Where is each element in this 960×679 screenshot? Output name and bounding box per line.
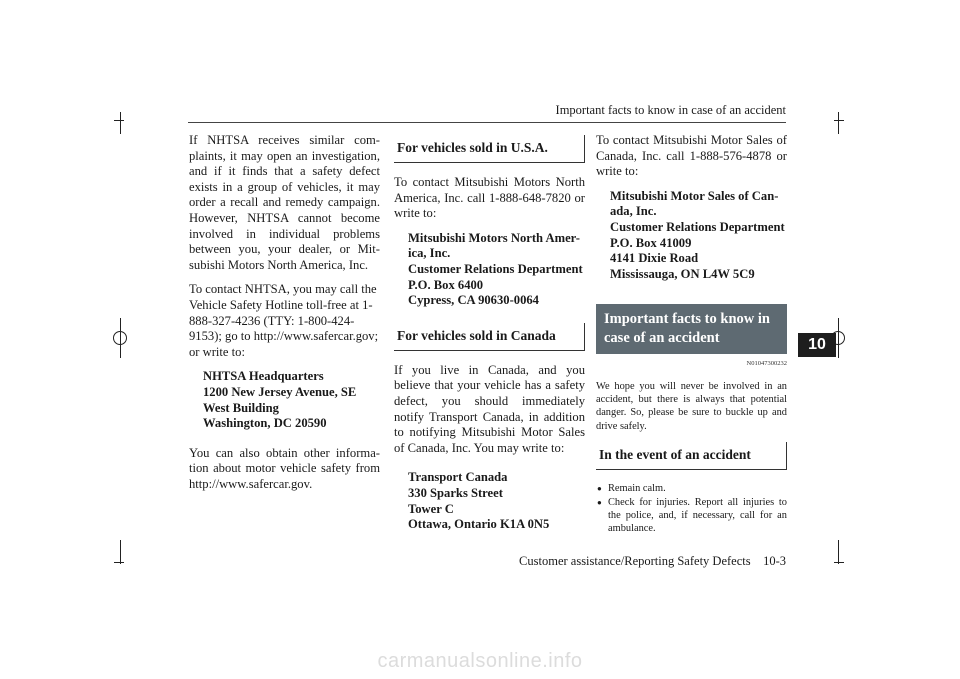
nhtsa-paragraph: If NHTSA receives similar com-plaints, it may open an investigation, and if it finds that a safety defect exists in a group of vehicles, it may order a recall and remedy campaign. However, NHTSA cannot become involved in individual problems between you, your dealer, or Mit-subishi Motors North America, Inc. — [189, 133, 380, 272]
chapter-tab: 10 — [798, 333, 836, 357]
header-rule — [188, 122, 786, 123]
running-header: Important facts to know in case of an accident — [555, 103, 786, 117]
column-2 — [394, 133, 585, 542]
crop-mark-tl-v — [120, 112, 121, 134]
crop-mark-tr-h — [834, 120, 844, 121]
crop-mark-bl-v — [120, 540, 121, 564]
running-footer: Customer assistance/Reporting Safety Defects 10-3 — [519, 554, 786, 568]
accident-intro: We hope you will never be involved in an accident, but there is always that potential danger. So, please be sure to buckle up and drive safely. — [596, 380, 787, 432]
crop-mark-tr-v — [838, 112, 839, 134]
crop-mark-br-h — [834, 562, 844, 563]
canada-sales-address: Mitsubishi Motor Sales of Can- ada, Inc. Customer Relations Department P.O. Box 41009 4141 Dixie Road Mississauga, ON L4W 5C9 — [610, 188, 785, 281]
canada-paragraph: If you live in Canada, and you believe that your vehicle has a safety defect, you should immediately notify Transport Canada, in addition to notifying Mitsubishi Motor Sales of Canada, Inc. You may write to: — [394, 362, 585, 455]
nhtsa-contact-paragraph: To contact NHTSA, you may call the Vehicle Safety Hotline toll-free at 1-888-327-4236 (TTY: 1-800-424-9153); go to http://www.safercar.gov; or write to: — [189, 282, 379, 359]
watermark: carmanualsonline.info — [377, 650, 583, 672]
usa-address: Mitsubishi Motors North Amer- ica, Inc. Customer Relations Department P.O. Box 6400 Cypress, CA 90630-0064 — [408, 230, 583, 308]
canada-contact-paragraph: To contact Mitsubishi Motor Sales of Canada, Inc. call 1-888-576-4878 or write to: — [596, 133, 787, 179]
column-3 — [596, 133, 787, 537]
usa-contact-paragraph: To contact Mitsubishi Motors North America, Inc. call 1-888-648-7820 or write to: — [394, 175, 585, 221]
list-item: ● Check for injuries. Report all injuries to the police, and, if necessary, call for an ambulance. — [596, 496, 787, 536]
section-title: Important facts to know in case of an accident — [596, 304, 787, 354]
column-1 — [189, 133, 380, 501]
list-item: ● Remain calm. — [596, 482, 787, 495]
crop-mark-br-v — [838, 540, 839, 564]
accident-steps-list — [596, 482, 787, 536]
heading-event: In the event of an accident — [596, 442, 787, 470]
section-code: N01047300232 — [746, 360, 787, 368]
canada-address: Transport Canada 330 Sparks Street Tower C Ottawa, Ontario K1A 0N5 — [408, 470, 550, 532]
safety-info-paragraph: You can also obtain other informa-tion about motor vehicle safety from http://www.safercar.gov. — [189, 445, 380, 491]
heading-usa: For vehicles sold in U.S.A. — [394, 135, 585, 163]
crop-mark-tl-h — [114, 120, 124, 121]
heading-canada: For vehicles sold in Canada — [394, 323, 585, 351]
crop-mark-bl-h — [114, 562, 124, 563]
registration-mark-left — [113, 331, 127, 345]
nhtsa-address: NHTSA Headquarters 1200 New Jersey Avenue, SE West Building Washington, DC 20590 — [203, 369, 357, 431]
